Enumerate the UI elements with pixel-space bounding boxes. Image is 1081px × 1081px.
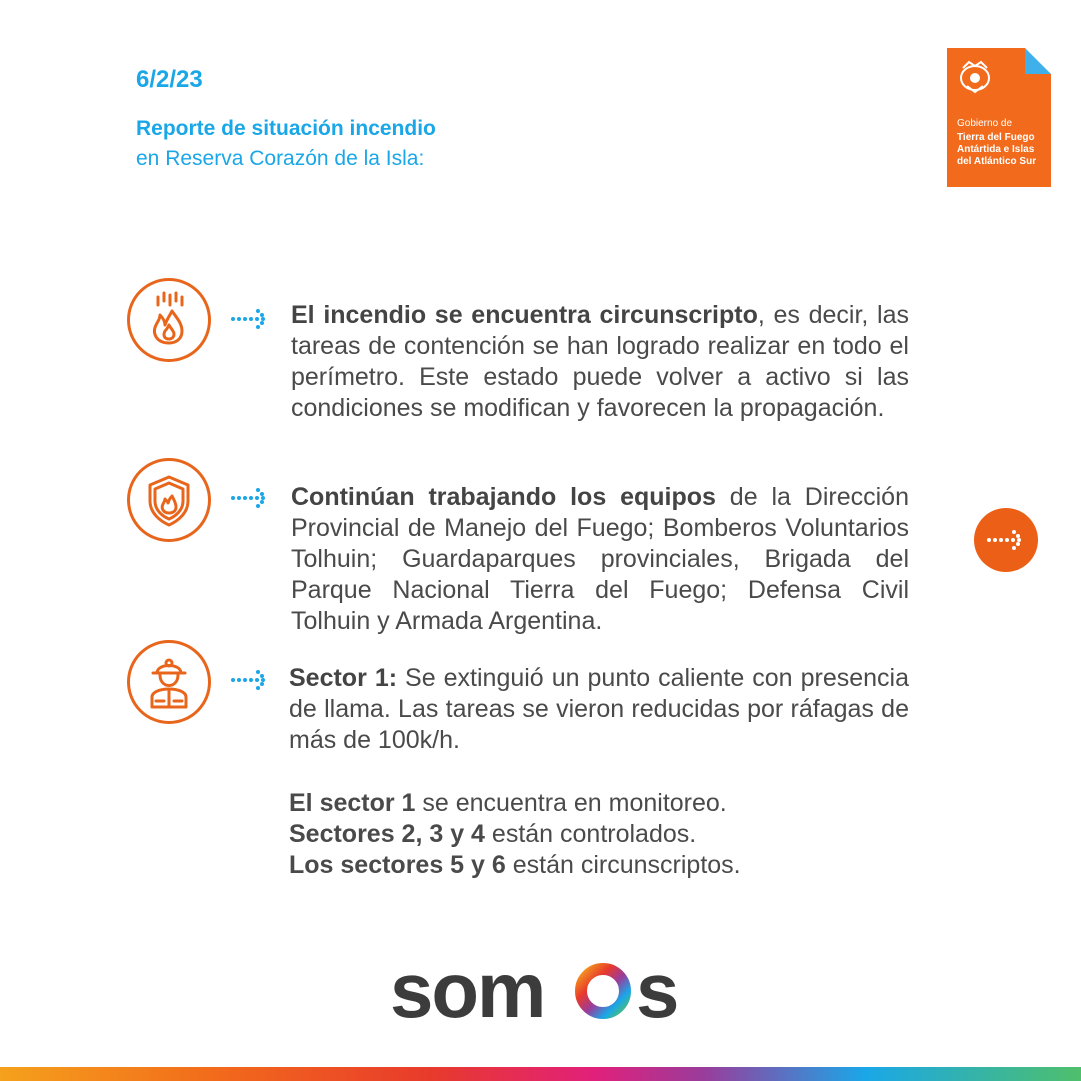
firefighter-icon xyxy=(127,640,211,724)
report-title: Reporte de situación incendio xyxy=(136,117,436,140)
fire-shield-icon xyxy=(127,458,211,542)
item-text: Se extinguió un punto caliente con presencia de llama. Las tareas se vieron reducidas por ráfagas de más de 100k/h. xyxy=(289,664,909,754)
status-line xyxy=(289,850,741,881)
status-bold: El sector 1 xyxy=(289,789,416,817)
gov-name-line: del Atlántico Sur xyxy=(957,156,1037,167)
color-stripe xyxy=(0,1067,1081,1081)
date: 6/2/23 xyxy=(136,66,203,93)
status-line xyxy=(289,819,741,850)
logo-text: s xyxy=(636,946,678,1034)
status-text: están circunscriptos. xyxy=(505,851,741,879)
status-text: se encuentra en monitoreo. xyxy=(415,789,727,817)
dotted-arrow-icon xyxy=(986,528,1026,552)
fire-icon xyxy=(127,278,211,362)
somos-logo xyxy=(390,940,690,1040)
item-sector-1 xyxy=(289,663,909,756)
item-text: , es decir, las tareas de contención se han logrado realizar en todo el perímetro. Este estado puede volver a activo si las condiciones se modifican y favorecen la propagación. xyxy=(291,301,909,422)
gov-label: Gobierno de xyxy=(957,118,1013,129)
status-bold: Sectores 2, 3 y 4 xyxy=(289,820,485,848)
dotted-arrow-icon xyxy=(230,307,270,331)
item-text: de la Dirección Provincial de Manejo del Fuego; Bomberos Voluntarios Tolhuin; Guardaparques provinciales, Brigada del Parque Nacional Tierra del Fuego; Defensa Civil Tolhuin y Armada Argentina. xyxy=(291,483,909,635)
government-badge xyxy=(947,48,1051,187)
item-bold: Sector 1: xyxy=(289,664,398,692)
gov-name xyxy=(957,132,1049,168)
color-ring-icon xyxy=(574,962,632,1020)
item-bold: Continúan trabajando los equipos xyxy=(291,483,716,511)
next-slide-button[interactable] xyxy=(974,508,1038,572)
status-text: están controlados. xyxy=(484,820,697,848)
status-bold: Los sectores 5 y 6 xyxy=(289,851,506,879)
logo-text: som xyxy=(390,946,545,1034)
dotted-arrow-icon xyxy=(230,486,270,510)
sector-status-list xyxy=(289,788,741,881)
coat-of-arms-icon xyxy=(955,56,995,96)
page-fold-corner xyxy=(1025,48,1051,74)
status-line xyxy=(289,788,741,819)
dotted-arrow-icon xyxy=(230,668,270,692)
item-circunscripto xyxy=(291,300,909,424)
item-bold: El incendio se encuentra circunscripto xyxy=(291,301,758,329)
gov-name-line: Antártida e Islas xyxy=(957,144,1035,155)
item-equipos xyxy=(291,482,909,637)
report-subtitle: en Reserva Corazón de la Isla: xyxy=(136,147,425,170)
gov-name-line: Tierra del Fuego xyxy=(957,132,1035,143)
